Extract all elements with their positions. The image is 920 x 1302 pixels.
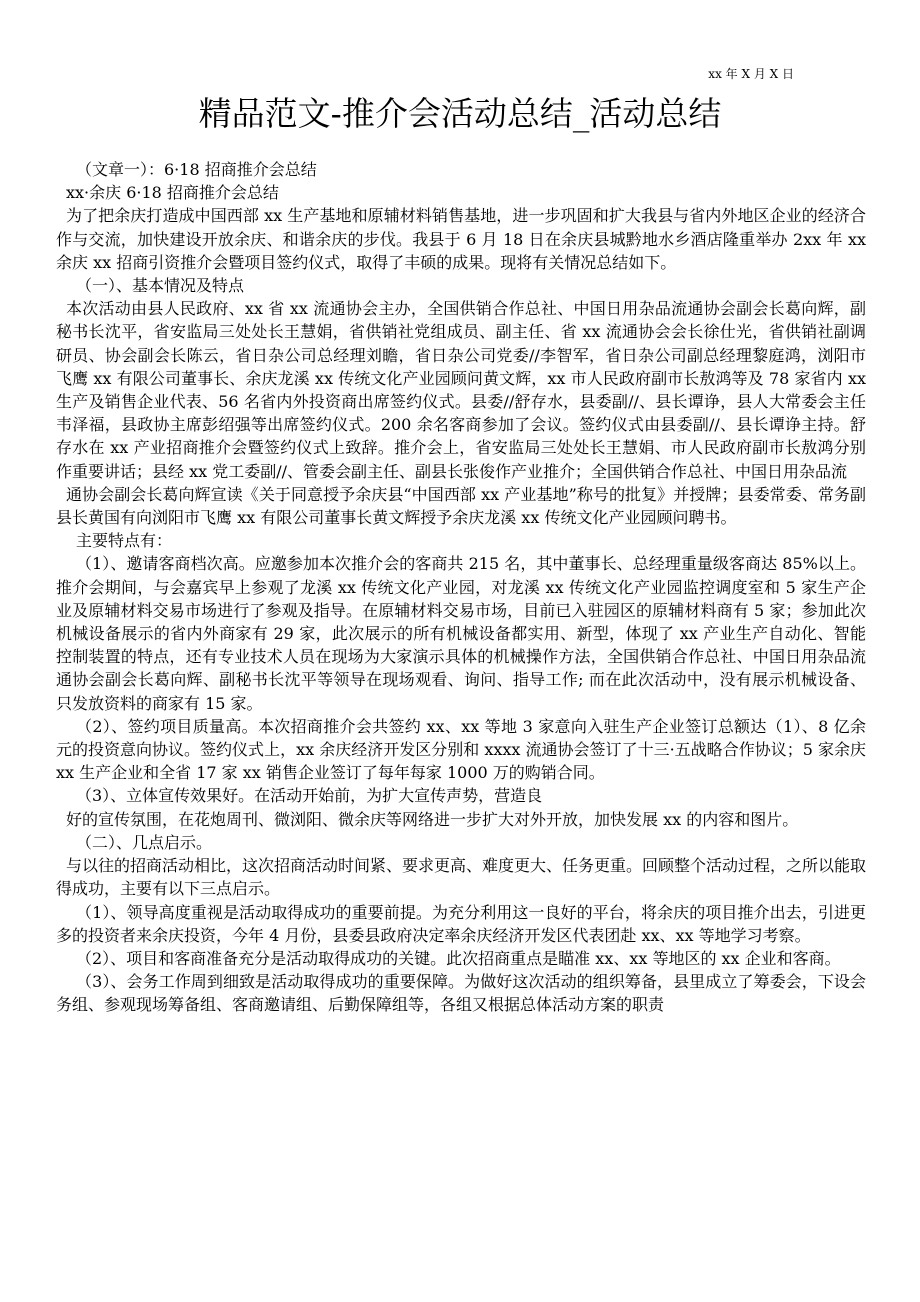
paragraph: 好的宣传氛围，在花炮周刊、微浏阳、微余庆等网络进一步扩大对外开放，加快发展 xx 的内容和图片。 (66, 809, 799, 829)
document-body (56, 158, 866, 1017)
paragraph: （文章一）：6·18 招商推介会总结 (76, 160, 317, 179)
paragraph: （3）、会务工作周到细致是活动取得成功的重要保障。为做好这次活动的组织筹备，县里成立了筹委会，下设会务组、参观现场筹备组、客商邀请组、后勤保障组等，各组又根据总体活动方案的职责 (56, 972, 866, 1015)
paragraph: （2）、签约项目质量高。本次招商推介会共签约 xx、xx 等地 3 家意向入驻生产企业签订总额达（1）、8 亿余元的投资意向协议。签约仪式上，xx 余庆经济开发区分别和 xxxx 流通协会签订了十三·五战略合作协议；5 家余庆 xx 生产企业和全省 17 家 xx 销售企业签订了每年每家 1000 万的购销合同。 (56, 716, 866, 783)
paragraph: 主要特点有： (76, 531, 173, 551)
paragraph: （2）、项目和客商准备充分是活动取得成功的关键。此次招商重点是瞄准 xx、xx 等地区的 xx 企业和客商。 (76, 948, 841, 968)
paragraph: 本次活动由县人民政府、xx 省 xx 流通协会主办，全国供销合作总社、中国日用杂品流通协会副会长葛向辉，副秘书长沈平，省安监局三处处长王慧娟，省供销社党组成员、副主任、省 xx 流通协会会长徐仕光，省供销社副调研员、协会副会长陈云，省日杂公司总经理刘瞻，省日杂公司党委//李智军，省日杂公司副总经理黎庭鸿，浏阳市飞鹰 xx 有限公司董事长、余庆龙溪 xx 传统文化产业园顾问黄文辉，xx 市人民政府副市长敖鸿等及 78 家省内 xx 生产及销售企业代表、56 名省内外投资商出席签约仪式。县委//舒存水，县委副//、县长谭诤，县人大常委会主任韦泽福，县政协主席彭绍强等出席签约仪式。200 余名客商参加了会议。签约仪式由县委副//、县长谭诤主持。舒存水在 xx 产业招商推介会暨签约仪式上致辞。推介会上，省安监局三处处长王慧娟、市人民政府副市长敖鸿分别作重要讲话；县经 xx 党工委副//、管委会副主任、副县长张俊作产业推介；全国供销合作总社、中国日用杂品流 (56, 299, 866, 481)
paragraph: 与以往的招商活动相比，这次招商活动时间紧、要求更高、难度更大、任务更重。回顾整个活动过程，之所以能取得成功，主要有以下三点启示。 (56, 856, 867, 899)
paragraph: xx·余庆 6·18 招商推介会总结 (66, 183, 279, 203)
paragraph: （3）、立体宣传效果好。在活动开始前，为扩大宣传声势，营造良 (76, 786, 543, 806)
document-title: 精品范文-推介会活动总结_活动总结 (198, 94, 722, 133)
document-date: xx 年 X 月 X 日 (708, 67, 794, 81)
section-heading: （二）、几点启示。 (76, 832, 213, 852)
paragraph: 为了把余庆打造成中国西部 xx 生产基地和原辅材料销售基地，进一步巩固和扩大我县与省内外地区企业的经济合作与交流，加快建设开放余庆、和谐余庆的步伐。我县于 6 月 18 日在余庆县城黔地水乡酒店隆重举办 2xx 年 xx 余庆 xx 招商引资推介会暨项目签约仪式，取得了丰硕的成果。现将有关情况总结如下。 (56, 206, 866, 272)
paragraph: （1）、领导高度重视是活动取得成功的重要前提。为充分利用这一良好的平台，将余庆的项目推介出去，引进更多的投资者来余庆投资，今年 4 月份，县委县政府决定率余庆经济开发区代表团赴 xx、xx 等地学习考察。 (56, 902, 866, 945)
paragraph: （1）、邀请客商档次高。应邀参加本次推介会的客商共 215 名，其中董事长、总经理重量级客商达 85%以上。推介会期间，与会嘉宾早上参观了龙溪 xx 传统文化产业园，对龙溪 xx 传统文化产业园监控调度室和 5 家生产企业及原辅材料交易市场进行了参观及指导。在原辅材料交易市场，目前已入驻园区的原辅材料商有 5 家；参加此次机械设备展示的省内外商家有 29 家，此次展示的所有机械设备都实用、新型，体现了 xx 产业生产自动化、智能控制装置的特点，还有专业技术人员在现场为大家演示具体的机械操作方法，全国供销合作总社、中国日用杂品流通协会副会长葛向辉、副秘书长沈平等领导在现场观看、询问、指导工作; 而在此次活动中，没有展示机械设备、只发放资料的商家有 15 家。 (56, 554, 866, 713)
section-heading: （一）、基本情况及特点 (76, 276, 245, 296)
paragraph: 通协会副会长葛向辉宣读《关于同意授予余庆县“中国西部 xx 产业基地”称号的批复》并授牌；县委常委、常务副县长黄国有向浏阳市飞鹰 xx 有限公司董事长黄文辉授予余庆龙溪 xx 传统文化产业园顾问聘书。 (56, 484, 866, 528)
